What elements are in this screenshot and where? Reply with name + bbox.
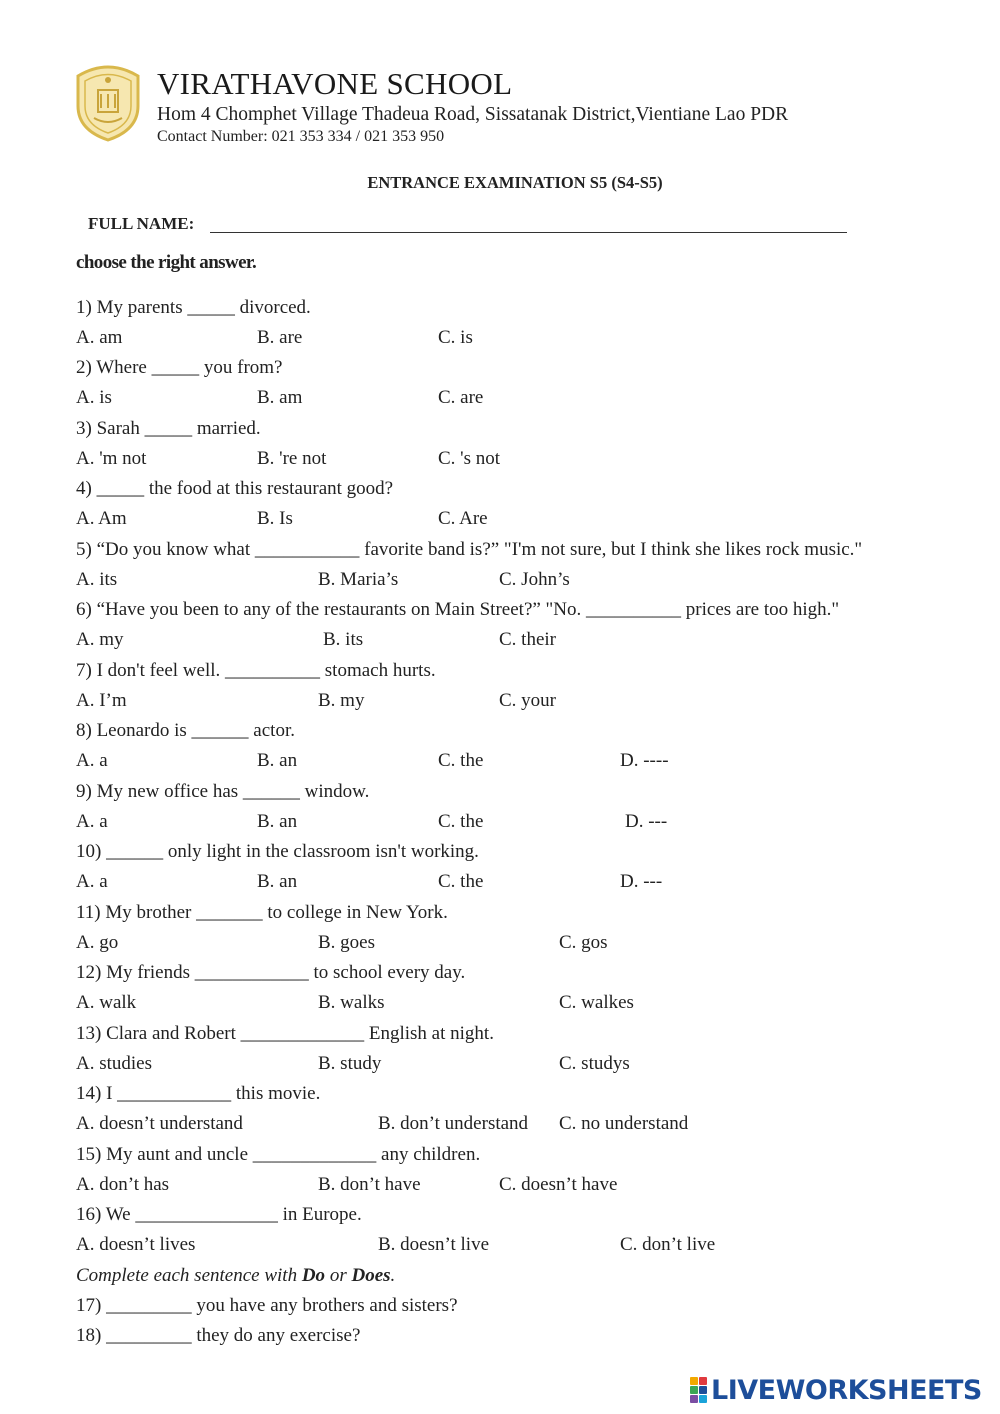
option-8c[interactable]: C. the <box>438 750 484 771</box>
option-3c[interactable]: C. 's not <box>438 448 501 469</box>
option-9c[interactable]: C. the <box>438 811 484 832</box>
option-5c[interactable]: C. John’s <box>499 569 570 590</box>
instruction: choose the right answer. <box>76 252 257 273</box>
option-4a[interactable]: A. Am <box>76 508 127 529</box>
option-11c[interactable]: C. gos <box>559 932 608 953</box>
question-17: 17) _________ you have any brothers and sisters? <box>76 1295 458 1316</box>
question-2: 2) Where _____ you from? <box>76 357 283 378</box>
school-contact: Contact Number: 021 353 334 / 021 353 950 <box>157 128 445 145</box>
option-2a[interactable]: A. is <box>76 387 112 408</box>
option-14c[interactable]: C. no understand <box>559 1113 689 1134</box>
section-do: Do <box>301 1265 326 1286</box>
option-3b[interactable]: B. 're not <box>257 448 327 469</box>
question-15: 15) My aunt and uncle _____________ any children. <box>76 1144 481 1165</box>
question-12: 12) My friends ____________ to school every day. <box>76 962 466 983</box>
liveworksheets-text: LIVEWORKSHEETS <box>711 1374 982 1406</box>
section-instruction <box>76 1265 395 1287</box>
option-5a[interactable]: A. its <box>76 569 118 590</box>
question-13: 13) Clara and Robert _____________ English at night. <box>76 1023 494 1044</box>
option-9a[interactable]: A. a <box>76 811 108 832</box>
option-2c[interactable]: C. are <box>438 387 484 408</box>
option-6c[interactable]: C. their <box>499 629 556 650</box>
option-14a[interactable]: A. doesn’t understand <box>76 1113 243 1134</box>
option-10a[interactable]: A. a <box>76 871 108 892</box>
school-address: Hom 4 Chomphet Village Thadeua Road, Sissatanak District,Vientiane Lao PDR <box>157 104 789 125</box>
option-1b[interactable]: B. are <box>257 327 303 348</box>
option-9d[interactable]: D. --- <box>625 811 668 832</box>
school-crest-icon <box>74 62 142 142</box>
question-18: 18) _________ they do any exercise? <box>76 1325 361 1346</box>
option-11b[interactable]: B. goes <box>318 932 375 953</box>
section-suffix: . <box>390 1265 396 1286</box>
question-16: 16) We _______________ in Europe. <box>76 1204 362 1225</box>
option-3a[interactable]: A. 'm not <box>76 448 147 469</box>
option-1a[interactable]: A. am <box>76 327 123 348</box>
option-8b[interactable]: B. an <box>257 750 298 771</box>
option-14b[interactable]: B. don’t understand <box>378 1113 529 1134</box>
option-5b[interactable]: B. Maria’s <box>318 569 399 590</box>
question-10: 10) ______ only light in the classroom isn't working. <box>76 841 479 862</box>
option-16b[interactable]: B. doesn’t live <box>378 1234 490 1255</box>
option-4b[interactable]: B. Is <box>257 508 293 529</box>
question-6: 6) “Have you been to any of the restaurants on Main Street?” "No. __________ prices are too high." <box>76 599 840 620</box>
option-10d[interactable]: D. --- <box>620 871 663 892</box>
option-12b[interactable]: B. walks <box>318 992 385 1013</box>
option-4c[interactable]: C. Are <box>438 508 488 529</box>
option-15c[interactable]: C. doesn’t have <box>499 1174 618 1195</box>
option-13c[interactable]: C. studys <box>559 1053 630 1074</box>
option-1c[interactable]: C. is <box>438 327 473 348</box>
question-8: 8) Leonardo is ______ actor. <box>76 720 295 741</box>
option-10b[interactable]: B. an <box>257 871 298 892</box>
option-7a[interactable]: A. I’m <box>76 690 127 711</box>
option-9b[interactable]: B. an <box>257 811 298 832</box>
liveworksheets-logo-icon <box>690 1377 708 1403</box>
option-16a[interactable]: A. doesn’t lives <box>76 1234 196 1255</box>
option-12a[interactable]: A. walk <box>76 992 137 1013</box>
question-1: 1) My parents _____ divorced. <box>76 297 311 318</box>
section-or: or <box>325 1265 352 1286</box>
exam-title: ENTRANCE EXAMINATION S5 (S4-S5) <box>367 173 663 192</box>
option-13b[interactable]: B. study <box>318 1053 382 1074</box>
liveworksheets-watermark[interactable] <box>690 1374 982 1406</box>
option-7c[interactable]: C. your <box>499 690 556 711</box>
section-does: Does <box>351 1265 391 1286</box>
question-14: 14) I ____________ this movie. <box>76 1083 321 1104</box>
question-11: 11) My brother _______ to college in New York. <box>76 902 448 923</box>
section-prefix: Complete each sentence with <box>76 1265 302 1286</box>
question-9: 9) My new office has ______ window. <box>76 781 370 802</box>
option-10c[interactable]: C. the <box>438 871 484 892</box>
option-13a[interactable]: A. studies <box>76 1053 152 1074</box>
question-5: 5) “Do you know what ___________ favorite band is?” "I'm not sure, but I think she likes rock music." <box>76 539 863 560</box>
full-name-field[interactable] <box>210 232 847 233</box>
option-15a[interactable]: A. don’t has <box>76 1174 170 1195</box>
school-name: VIRATHAVONE SCHOOL <box>157 66 513 101</box>
option-8d[interactable]: D. ---- <box>620 750 669 771</box>
option-6b[interactable]: B. its <box>323 629 364 650</box>
question-3: 3) Sarah _____ married. <box>76 418 261 439</box>
option-15b[interactable]: B. don’t have <box>318 1174 421 1195</box>
question-4: 4) _____ the food at this restaurant good? <box>76 478 394 499</box>
full-name-label: FULL NAME: <box>88 214 195 233</box>
option-7b[interactable]: B. my <box>318 690 365 711</box>
question-7: 7) I don't feel well. __________ stomach hurts. <box>76 660 436 681</box>
option-16c[interactable]: C. don’t live <box>620 1234 716 1255</box>
option-8a[interactable]: A. a <box>76 750 108 771</box>
option-11a[interactable]: A. go <box>76 932 119 953</box>
option-2b[interactable]: B. am <box>257 387 303 408</box>
option-6a[interactable]: A. my <box>76 629 124 650</box>
option-12c[interactable]: C. walkes <box>559 992 634 1013</box>
